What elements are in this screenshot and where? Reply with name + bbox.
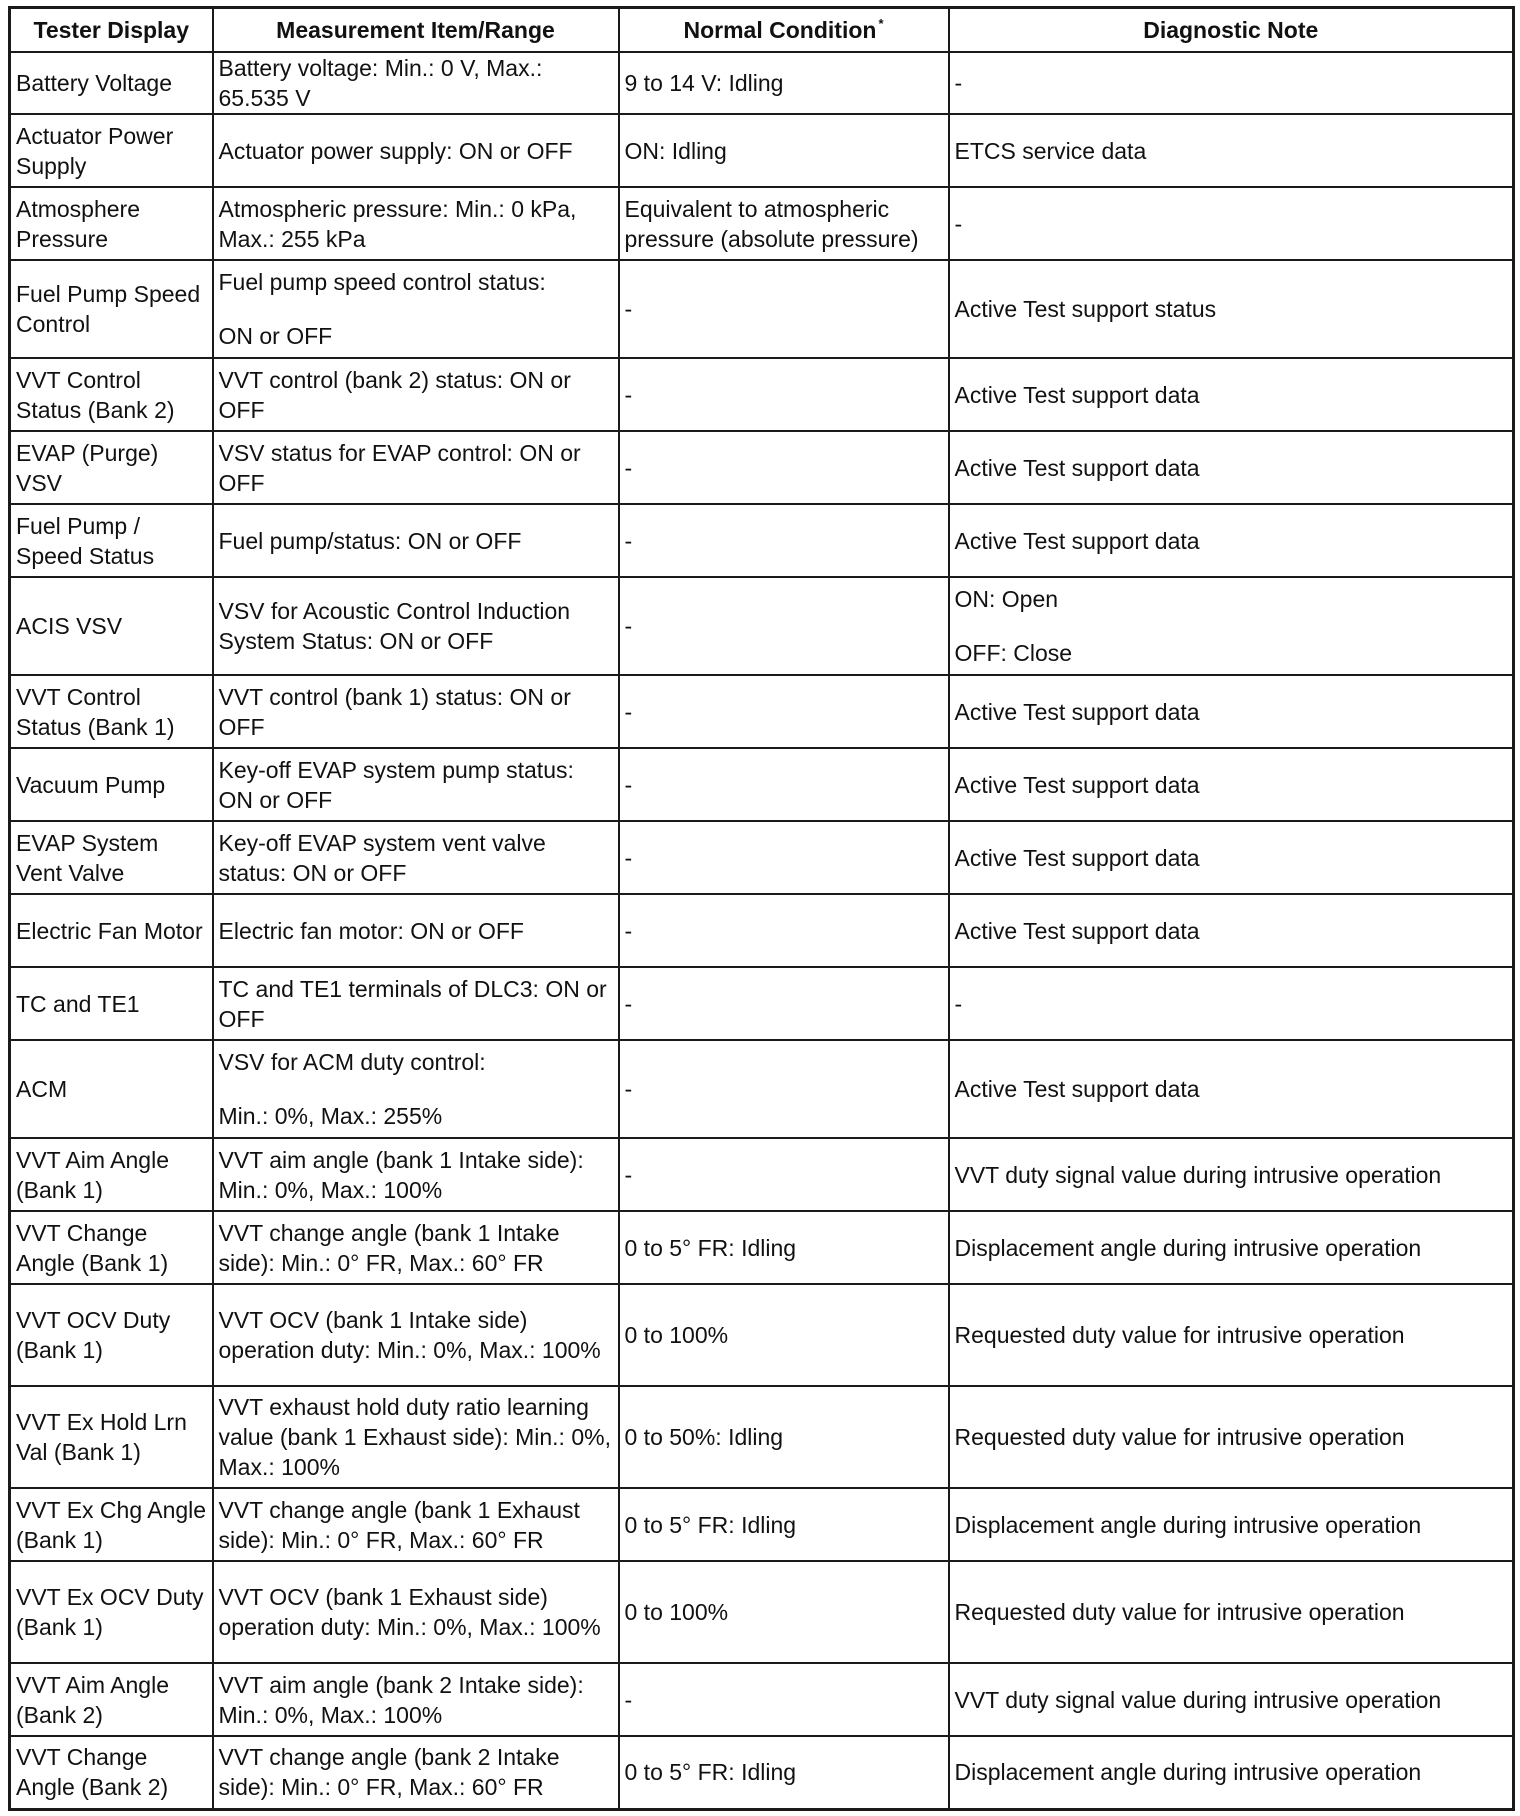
cell-measurement: Key-off EVAP system vent valve status: ON or OFF [213, 821, 619, 894]
cell-normal-condition: ON: Idling [619, 114, 949, 187]
cell-tester-display: Atmosphere Pressure [10, 187, 213, 260]
cell-diagnostic-note: - [949, 52, 1514, 114]
cell-normal-condition: - [619, 967, 949, 1040]
cell-diagnostic-note: Active Test support data [949, 675, 1514, 748]
cell-tester-display: TC and TE1 [10, 967, 213, 1040]
cell-tester-display: VVT Ex Chg Angle (Bank 1) [10, 1488, 213, 1561]
cell-normal-condition: - [619, 1138, 949, 1211]
cell-measurement: Fuel pump/status: ON or OFF [213, 504, 619, 577]
cell-tester-display: Vacuum Pump [10, 748, 213, 821]
cell-measurement: VVT aim angle (bank 1 Intake side): Min.: 0%, Max.: 100% [213, 1138, 619, 1211]
table-row [10, 748, 1514, 821]
cell-normal-condition: - [619, 260, 949, 358]
data-list-sheet [8, 6, 1515, 1811]
tester-data-table [8, 6, 1515, 1811]
table-row [10, 1386, 1514, 1488]
cell-tester-display: VVT Ex OCV Duty (Bank 1) [10, 1561, 213, 1663]
cell-diagnostic-note: VVT duty signal value during intrusive operation [949, 1138, 1514, 1211]
table-row [10, 577, 1514, 675]
cell-diagnostic-note: Requested duty value for intrusive operation [949, 1561, 1514, 1663]
cell-measurement: VVT exhaust hold duty ratio learning value (bank 1 Exhaust side): Min.: 0%, Max.: 100% [213, 1386, 619, 1488]
table-row [10, 114, 1514, 187]
table-row [10, 1211, 1514, 1284]
cell-measurement: VVT control (bank 1) status: ON or OFF [213, 675, 619, 748]
cell-diagnostic-note: Displacement angle during intrusive operation [949, 1211, 1514, 1284]
cell-normal-condition: - [619, 577, 949, 675]
cell-diagnostic-note: Active Test support status [949, 260, 1514, 358]
cell-tester-display: EVAP System Vent Valve [10, 821, 213, 894]
table-header-row [10, 8, 1514, 53]
cell-measurement: VVT control (bank 2) status: ON or OFF [213, 358, 619, 431]
measurement-line: Min.: 0%, Max.: 255% [218, 1103, 443, 1129]
cell-tester-display: VVT Control Status (Bank 2) [10, 358, 213, 431]
table-row [10, 894, 1514, 967]
cell-diagnostic-note: VVT duty signal value during intrusive operation [949, 1663, 1514, 1736]
measurement-line: VSV for ACM duty control: [218, 1049, 486, 1075]
cell-diagnostic-note: Active Test support data [949, 1040, 1514, 1138]
measurement-line: ON or OFF [218, 323, 333, 349]
cell-tester-display: EVAP (Purge) VSV [10, 431, 213, 504]
header-normal-label: Normal Condition [683, 17, 877, 43]
cell-normal-condition: 0 to 5° FR: Idling [619, 1736, 949, 1809]
footnote-mark: * [878, 16, 884, 31]
header-normal-condition [619, 8, 949, 53]
cell-normal-condition: - [619, 675, 949, 748]
table-row [10, 1284, 1514, 1386]
cell-diagnostic-note: Active Test support data [949, 358, 1514, 431]
cell-measurement: VVT change angle (bank 2 Intake side): Min.: 0° FR, Max.: 60° FR [213, 1736, 619, 1809]
cell-normal-condition: 9 to 14 V: Idling [619, 52, 949, 114]
cell-normal-condition: 0 to 100% [619, 1561, 949, 1663]
cell-tester-display: VVT Change Angle (Bank 1) [10, 1211, 213, 1284]
table-row [10, 675, 1514, 748]
cell-diagnostic-note: ETCS service data [949, 114, 1514, 187]
cell-diagnostic-note: Active Test support data [949, 821, 1514, 894]
table-row [10, 967, 1514, 1040]
cell-tester-display: Actuator Power Supply [10, 114, 213, 187]
cell-measurement: Electric fan motor: ON or OFF [213, 894, 619, 967]
cell-diagnostic-note [949, 577, 1514, 675]
cell-tester-display: Electric Fan Motor [10, 894, 213, 967]
cell-tester-display: VVT Control Status (Bank 1) [10, 675, 213, 748]
cell-diagnostic-note: Displacement angle during intrusive operation [949, 1736, 1514, 1809]
cell-measurement: VVT change angle (bank 1 Exhaust side): Min.: 0° FR, Max.: 60° FR [213, 1488, 619, 1561]
cell-normal-condition: - [619, 431, 949, 504]
cell-measurement [213, 1040, 619, 1138]
cell-measurement: Key-off EVAP system pump status: ON or OFF [213, 748, 619, 821]
cell-measurement: VSV status for EVAP control: ON or OFF [213, 431, 619, 504]
cell-tester-display: VVT Ex Hold Lrn Val (Bank 1) [10, 1386, 213, 1488]
note-line: OFF: Close [954, 640, 1073, 666]
cell-normal-condition: Equivalent to atmospheric pressure (absolute pressure) [619, 187, 949, 260]
cell-tester-display: ACM [10, 1040, 213, 1138]
table-row [10, 1663, 1514, 1736]
header-tester-display: Tester Display [10, 8, 213, 53]
table-row [10, 821, 1514, 894]
cell-diagnostic-note: - [949, 187, 1514, 260]
cell-measurement: Atmospheric pressure: Min.: 0 kPa, Max.: 255 kPa [213, 187, 619, 260]
cell-diagnostic-note: Requested duty value for intrusive operation [949, 1386, 1514, 1488]
cell-normal-condition: - [619, 748, 949, 821]
cell-diagnostic-note: Displacement angle during intrusive operation [949, 1488, 1514, 1561]
cell-normal-condition: - [619, 821, 949, 894]
cell-measurement: VVT OCV (bank 1 Intake side) operation duty: Min.: 0%, Max.: 100% [213, 1284, 619, 1386]
cell-normal-condition: 0 to 50%: Idling [619, 1386, 949, 1488]
cell-tester-display: ACIS VSV [10, 577, 213, 675]
cell-normal-condition: 0 to 100% [619, 1284, 949, 1386]
cell-normal-condition: - [619, 504, 949, 577]
cell-diagnostic-note: - [949, 967, 1514, 1040]
header-diagnostic-note: Diagnostic Note [949, 8, 1514, 53]
table-row [10, 187, 1514, 260]
table-row [10, 260, 1514, 358]
cell-normal-condition: - [619, 894, 949, 967]
table-row [10, 504, 1514, 577]
cell-diagnostic-note: Requested duty value for intrusive operation [949, 1284, 1514, 1386]
cell-tester-display: VVT OCV Duty (Bank 1) [10, 1284, 213, 1386]
cell-normal-condition: - [619, 1663, 949, 1736]
cell-measurement: VVT OCV (bank 1 Exhaust side) operation duty: Min.: 0%, Max.: 100% [213, 1561, 619, 1663]
cell-diagnostic-note: Active Test support data [949, 894, 1514, 967]
cell-normal-condition: 0 to 5° FR: Idling [619, 1488, 949, 1561]
cell-tester-display: Fuel Pump Speed Control [10, 260, 213, 358]
cell-diagnostic-note: Active Test support data [949, 431, 1514, 504]
cell-measurement [213, 260, 619, 358]
table-row [10, 1736, 1514, 1809]
cell-normal-condition: - [619, 358, 949, 431]
cell-tester-display: Battery Voltage [10, 52, 213, 114]
cell-diagnostic-note: Active Test support data [949, 748, 1514, 821]
table-row [10, 358, 1514, 431]
cell-measurement: Actuator power supply: ON or OFF [213, 114, 619, 187]
table-row [10, 1561, 1514, 1663]
cell-tester-display: VVT Change Angle (Bank 2) [10, 1736, 213, 1809]
header-measurement: Measurement Item/Range [213, 8, 619, 53]
cell-measurement: VVT change angle (bank 1 Intake side): Min.: 0° FR, Max.: 60° FR [213, 1211, 619, 1284]
table-row [10, 1040, 1514, 1138]
table-row [10, 52, 1514, 114]
cell-measurement: VVT aim angle (bank 2 Intake side): Min.: 0%, Max.: 100% [213, 1663, 619, 1736]
cell-diagnostic-note: Active Test support data [949, 504, 1514, 577]
table-row [10, 1138, 1514, 1211]
cell-measurement: VSV for Acoustic Control Induction System Status: ON or OFF [213, 577, 619, 675]
note-line: ON: Open [954, 586, 1059, 612]
measurement-line: Fuel pump speed control status: [218, 269, 546, 295]
cell-normal-condition: 0 to 5° FR: Idling [619, 1211, 949, 1284]
table-row [10, 431, 1514, 504]
cell-tester-display: Fuel Pump / Speed Status [10, 504, 213, 577]
table-row [10, 1488, 1514, 1561]
cell-normal-condition: - [619, 1040, 949, 1138]
cell-tester-display: VVT Aim Angle (Bank 2) [10, 1663, 213, 1736]
cell-tester-display: VVT Aim Angle (Bank 1) [10, 1138, 213, 1211]
cell-measurement: Battery voltage: Min.: 0 V, Max.: 65.535 V [213, 52, 619, 114]
cell-measurement: TC and TE1 terminals of DLC3: ON or OFF [213, 967, 619, 1040]
